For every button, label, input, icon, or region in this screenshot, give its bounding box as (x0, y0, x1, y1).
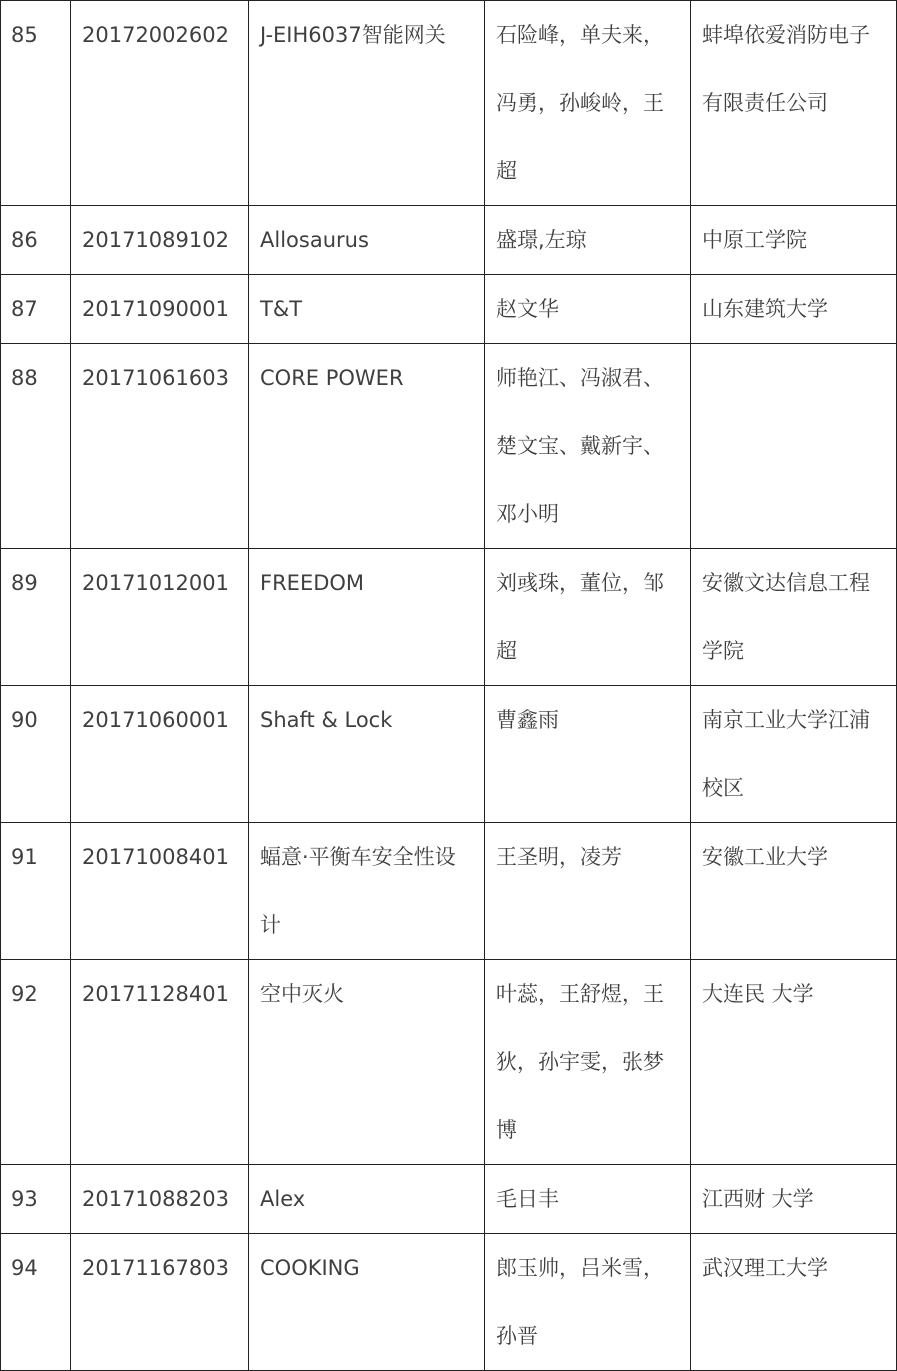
row-number: 87 (1, 275, 71, 344)
row-number: 90 (1, 686, 71, 823)
institution: 武汉理工大学 (691, 1234, 897, 1371)
institution: 中原工学院 (691, 206, 897, 275)
row-number: 91 (1, 823, 71, 960)
row-number: 85 (1, 1, 71, 206)
authors: 郎玉帅，吕米雪，孙晋 (485, 1234, 691, 1371)
authors: 刘彧珠，董位，邹超 (485, 549, 691, 686)
institution: 安徽文达信息工程学院 (691, 549, 897, 686)
entry-id: 20171128401 (71, 960, 249, 1165)
entry-id: 20171060001 (71, 686, 249, 823)
table-body (1, 1, 897, 1371)
authors: 盛璟,左琼 (485, 206, 691, 275)
work-name: CORE POWER (249, 344, 485, 549)
entry-id: 20171167803 (71, 1234, 249, 1371)
table-row (1, 1, 897, 206)
entry-id: 20171088203 (71, 1165, 249, 1234)
authors: 赵文华 (485, 275, 691, 344)
work-name: T&T (249, 275, 485, 344)
authors: 曹鑫雨 (485, 686, 691, 823)
authors: 叶蕊，王舒煜，王狄，孙宇雯，张梦博 (485, 960, 691, 1165)
institution: 大连民 大学 (691, 960, 897, 1165)
table-row (1, 344, 897, 549)
table-row (1, 549, 897, 686)
work-name: FREEDOM (249, 549, 485, 686)
entry-id: 20171008401 (71, 823, 249, 960)
row-number: 86 (1, 206, 71, 275)
institution: 南京工业大学江浦校区 (691, 686, 897, 823)
work-name: Allosaurus (249, 206, 485, 275)
work-name: J-EIH6037智能网关 (249, 1, 485, 206)
work-name: COOKING (249, 1234, 485, 1371)
entry-id: 20171089102 (71, 206, 249, 275)
work-name: Shaft & Lock (249, 686, 485, 823)
row-number: 88 (1, 344, 71, 549)
institution: 江西财 大学 (691, 1165, 897, 1234)
table-row (1, 206, 897, 275)
institution: 蚌埠依爱消防电子有限责任公司 (691, 1, 897, 206)
entry-id: 20172002602 (71, 1, 249, 206)
institution (691, 344, 897, 549)
table-row (1, 960, 897, 1165)
table-row (1, 686, 897, 823)
row-number: 92 (1, 960, 71, 1165)
authors: 石险峰，单夫来，冯勇，孙峻岭，王超 (485, 1, 691, 206)
table-row (1, 1234, 897, 1371)
entry-id: 20171090001 (71, 275, 249, 344)
authors: 王圣明，凌芳 (485, 823, 691, 960)
work-name: Alex (249, 1165, 485, 1234)
institution: 安徽工业大学 (691, 823, 897, 960)
table-row (1, 275, 897, 344)
work-name: 空中灭火 (249, 960, 485, 1165)
row-number: 94 (1, 1234, 71, 1371)
row-number: 89 (1, 549, 71, 686)
authors: 毛日丰 (485, 1165, 691, 1234)
row-number: 93 (1, 1165, 71, 1234)
institution: 山东建筑大学 (691, 275, 897, 344)
table-row (1, 823, 897, 960)
work-name: 蝠意·平衡车安全性设计 (249, 823, 485, 960)
entry-id: 20171061603 (71, 344, 249, 549)
authors: 师艳江、冯淑君、楚文宝、戴新宇、邓小明 (485, 344, 691, 549)
table-row (1, 1165, 897, 1234)
entry-id: 20171012001 (71, 549, 249, 686)
